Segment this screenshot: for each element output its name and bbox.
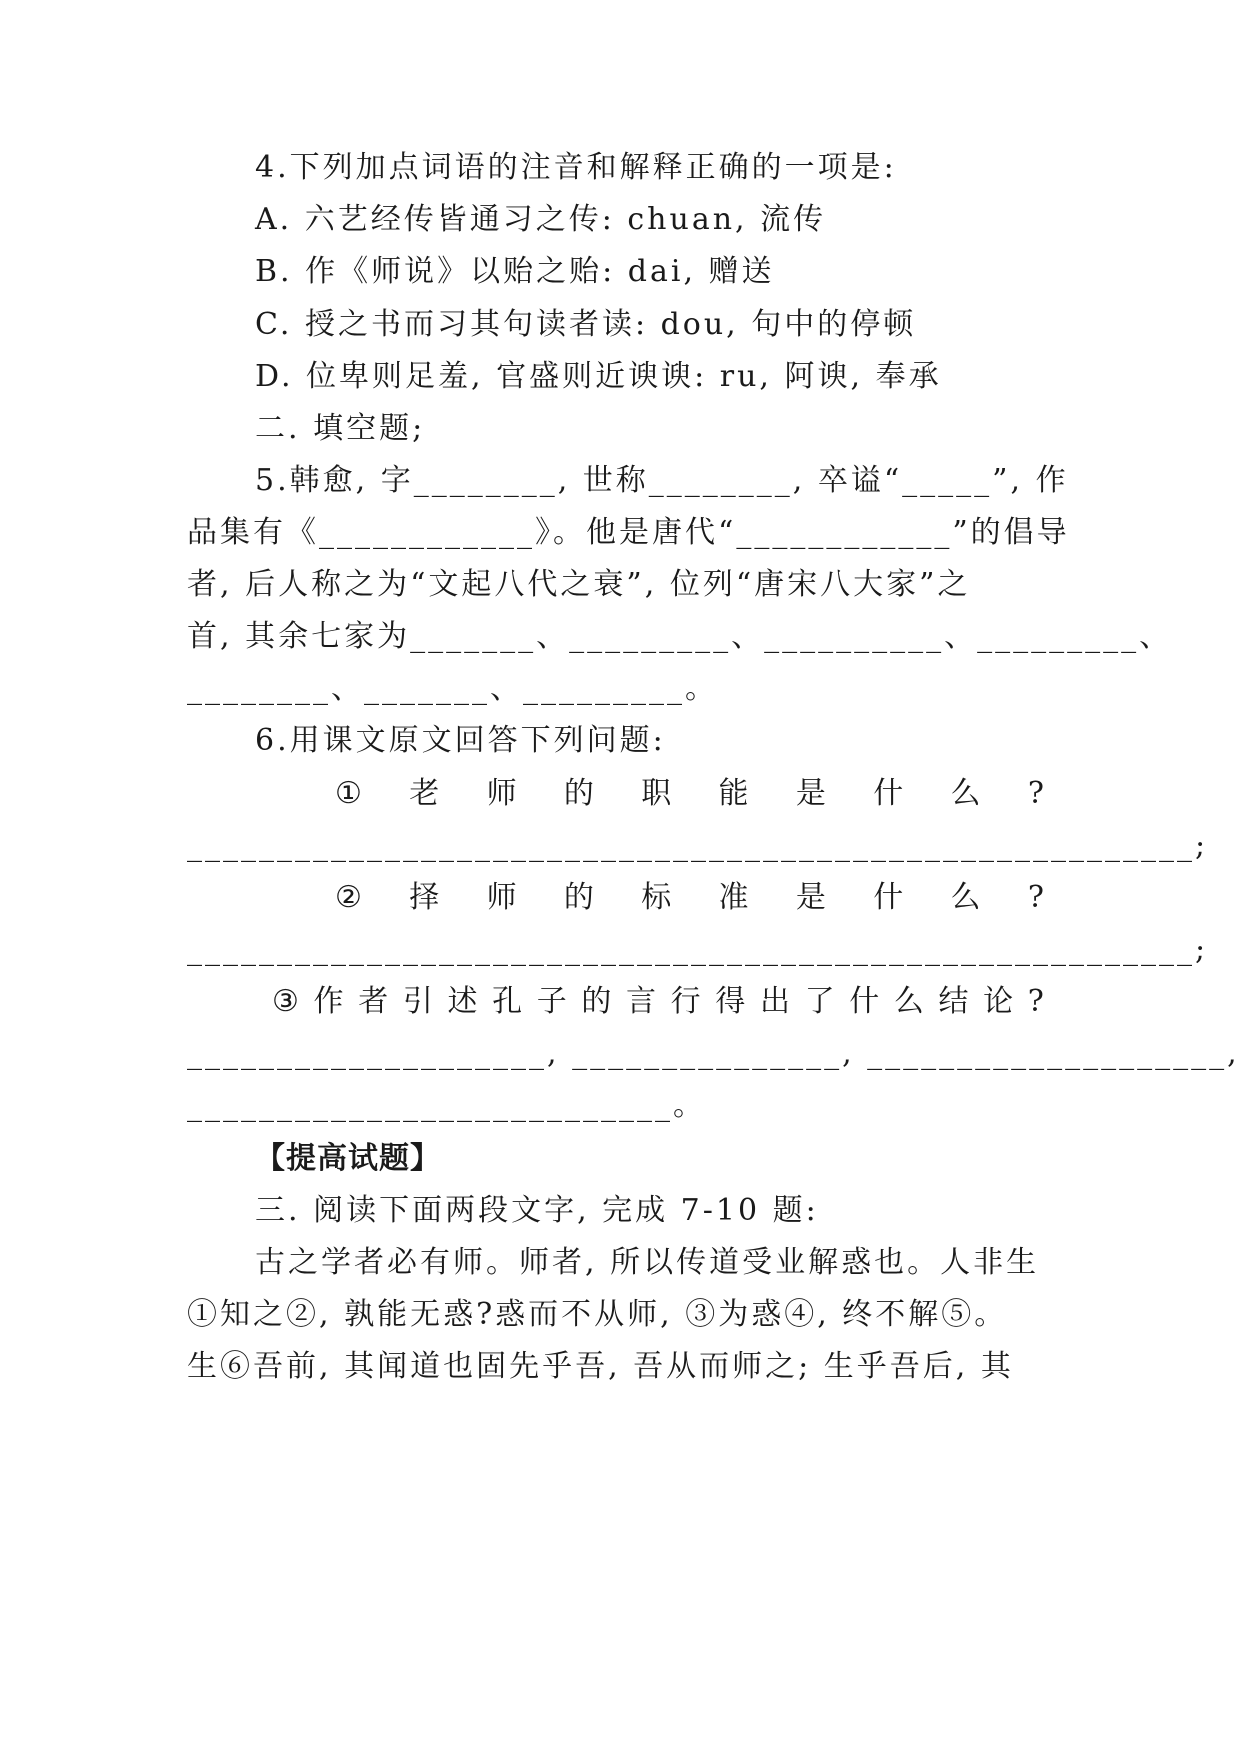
prompt-char: 什	[873, 776, 907, 811]
question-6-sub-3-answer-line-1: ____________________, _______________, ____________________,	[187, 1036, 1240, 1071]
prompt-char: 者	[358, 984, 392, 1019]
prompt-char: 是	[795, 880, 829, 915]
question-6-sub-3-prompt	[187, 982, 1047, 1022]
prompt-char: 什	[873, 880, 907, 915]
prompt-char: 标	[641, 880, 675, 915]
prompt-char: 么	[893, 984, 927, 1019]
question-5-line-3: 者, 后人称之为“文起八代之衰”, 位列“唐宋八大家”之	[187, 567, 971, 602]
prompt-char: 作	[313, 984, 347, 1019]
prompt-char: 孔	[492, 984, 526, 1019]
prompt-char: 的	[563, 880, 597, 915]
question-5-line-1: 5.韩愈, 字________, 世称________, 卒谥“_____”, 作	[255, 463, 1069, 498]
question-4-option-b: B. 作《师说》以贻之贻: dai, 赠送	[255, 254, 775, 289]
prompt-char: 老	[409, 776, 443, 811]
prompt-char: 论	[983, 984, 1017, 1019]
question-5-line-5: ________、_______、_________。	[187, 671, 718, 706]
prompt-char: 的	[581, 984, 615, 1019]
prompt-char: ②	[335, 880, 365, 915]
prompt-char: 述	[447, 984, 481, 1019]
prompt-char: 么	[950, 776, 984, 811]
prompt-char: ①	[335, 776, 365, 811]
prompt-char: 么	[950, 880, 984, 915]
prompt-char: 职	[641, 776, 675, 811]
passage-line-2: ①知之②, 孰能无惑?惑而不从师, ③为惑④, 终不解⑤。	[187, 1297, 1008, 1332]
prompt-char: 什	[849, 984, 883, 1019]
prompt-char: 师	[486, 880, 520, 915]
section-2-heading: 二. 填空题;	[255, 411, 426, 446]
question-4-stem: 4.下列加点词语的注音和解释正确的一项是:	[255, 150, 897, 185]
question-6-sub-2-answer-line: ________________________________________________________;	[187, 932, 1209, 967]
passage-line-3: 生⑥吾前, 其闻道也固先乎吾, 吾从而师之; 生乎吾后, 其	[187, 1349, 1014, 1384]
passage-line-1: 古之学者必有师。师者, 所以传道受业解惑也。人非生	[255, 1245, 1040, 1280]
question-4-option-d: D. 位卑则足羞, 官盛则近谀谀: ru, 阿谀, 奉承	[255, 359, 942, 394]
prompt-char: 子	[536, 984, 570, 1019]
prompt-char: 言	[626, 984, 660, 1019]
prompt-char: 是	[795, 776, 829, 811]
prompt-char: 了	[804, 984, 838, 1019]
question-6-sub-1-prompt	[187, 774, 1047, 814]
prompt-char: 择	[409, 880, 443, 915]
prompt-char: 得	[715, 984, 749, 1019]
prompt-char: 能	[718, 776, 752, 811]
prompt-char: 引	[402, 984, 436, 1019]
prompt-char: ③	[272, 984, 302, 1019]
prompt-char: 行	[670, 984, 704, 1019]
prompt-char: ?	[1027, 984, 1047, 1019]
prompt-char: 准	[718, 880, 752, 915]
question-4-option-c: C. 授之书而习其句读者读: dou, 句中的停顿	[255, 307, 917, 342]
question-5-line-2: 品集有《____________》。他是唐代“____________”的倡导	[187, 515, 1070, 550]
prompt-char: 出	[759, 984, 793, 1019]
question-5-line-4: 首, 其余七家为_______、_________、__________、_________、	[187, 619, 1173, 654]
question-4-option-a: A. 六艺经传皆通习之传: chuan, 流传	[255, 202, 827, 237]
prompt-char: ?	[1027, 776, 1047, 811]
question-6-sub-3-answer-line-2: ___________________________。	[187, 1088, 706, 1123]
question-6-stem: 6.用课文原文回答下列问题:	[255, 723, 666, 758]
prompt-char: 结	[938, 984, 972, 1019]
question-6-sub-2-prompt	[187, 878, 1047, 918]
question-6-sub-1-answer-line: ________________________________________________________;	[187, 828, 1209, 863]
prompt-char: 师	[486, 776, 520, 811]
prompt-char: 的	[563, 776, 597, 811]
advanced-section-heading: 【提高试题】	[255, 1141, 441, 1176]
section-3-heading: 三. 阅读下面两段文字, 完成 7-10 题:	[255, 1193, 819, 1228]
prompt-char: ?	[1027, 880, 1047, 915]
